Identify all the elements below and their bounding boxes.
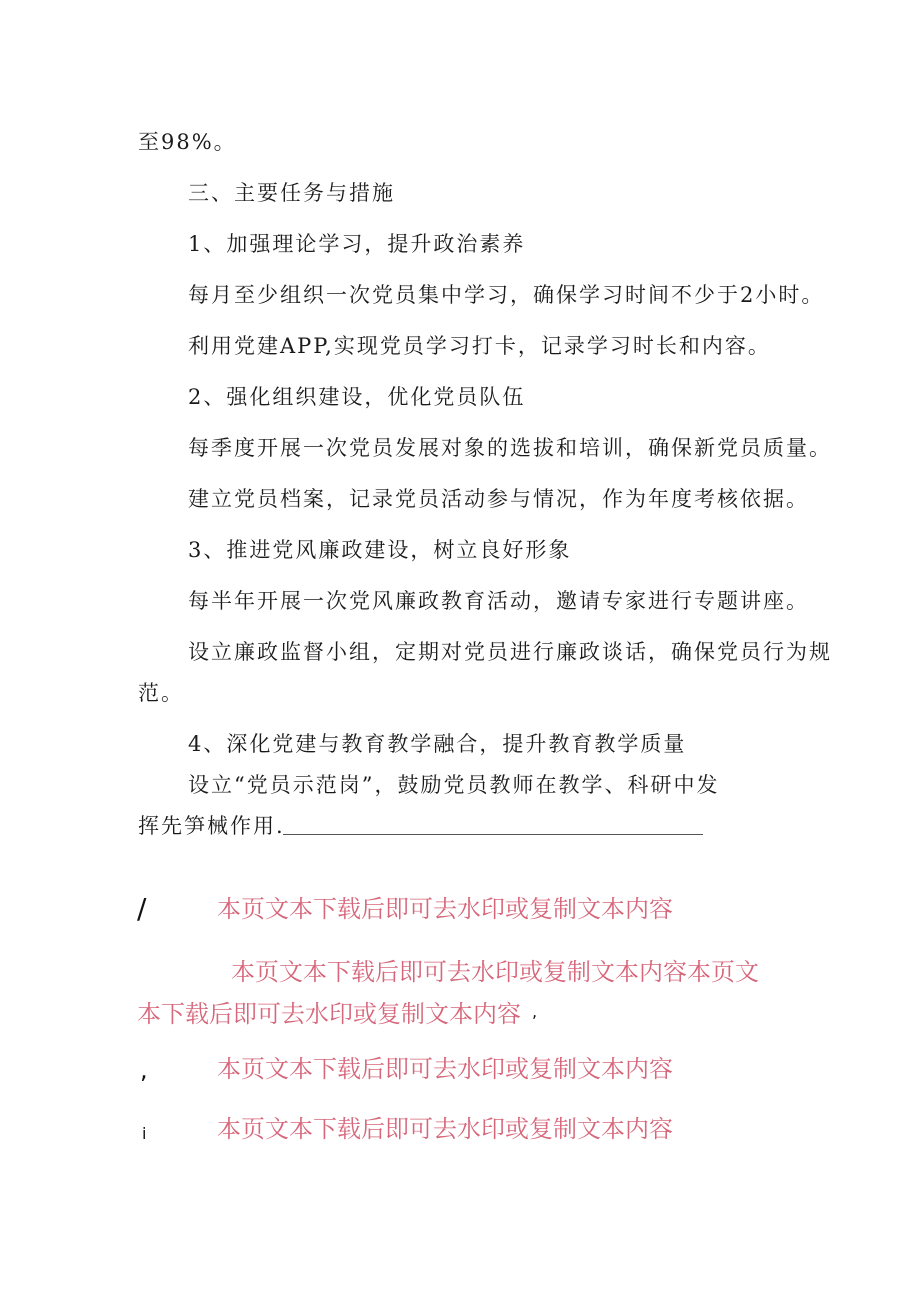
text-line-continuation: 至98%。	[138, 130, 237, 154]
subheading-3: 3、推进党风廉政建设，树立良好形象	[188, 538, 572, 562]
paragraph-line: 范。	[138, 681, 184, 705]
subheading-4: 4、深化党建与教育教学融合，提升教育教学质量	[188, 732, 687, 756]
subheading-1: 1、加强理论学习，提升政治素养	[188, 232, 526, 256]
paragraph-line: 挥先笋械作用.	[138, 814, 285, 838]
section-heading: 三、主要任务与措施	[188, 181, 395, 205]
comma-mark: ,	[140, 1056, 148, 1084]
paragraph-line: 建立党员档案，记录党员活动参与情况，作为年度考核依据。	[188, 487, 809, 511]
watermark-line: 本页文本下载后即可去水印或复制文本内容	[217, 1055, 673, 1083]
paragraph-line: 每半年开展一次党风廉政教育活动，邀请专家进行专题讲座。	[188, 589, 809, 613]
slash-mark: /	[137, 892, 147, 925]
paragraph-line: 每季度开展一次党员发展对象的选拔和培训，确保新党员质量。	[188, 436, 832, 460]
paragraph-line: 利用党建APP,实现党员学习打卡，记录学习时长和内容。	[188, 334, 771, 358]
subheading-2: 2、强化组织建设，优化党员队伍	[188, 385, 526, 409]
paragraph-line: 设立廉政监督小组，定期对党员进行廉政谈话，确保党员行为规	[188, 640, 832, 664]
watermark-line: 本下载后即可去水印或复制文本内容	[137, 1000, 521, 1028]
comma-mark: ,	[532, 1002, 538, 1021]
watermark-line: 本页文本下载后即可去水印或复制文本内容本页文	[231, 958, 759, 986]
paragraph-line: 设立“党员示范岗”，鼓励党员教师在教学、科研中发	[188, 773, 720, 797]
watermark-line: 本页文本下载后即可去水印或复制文本内容	[217, 1115, 673, 1143]
paragraph-line: 每月至少组织一次党员集中学习，确保学习时间不少于2小时。	[188, 283, 825, 307]
underline-divider	[283, 834, 703, 835]
watermark-line: 本页文本下载后即可去水印或复制文本内容	[217, 895, 673, 923]
i-mark: i	[142, 1124, 147, 1143]
